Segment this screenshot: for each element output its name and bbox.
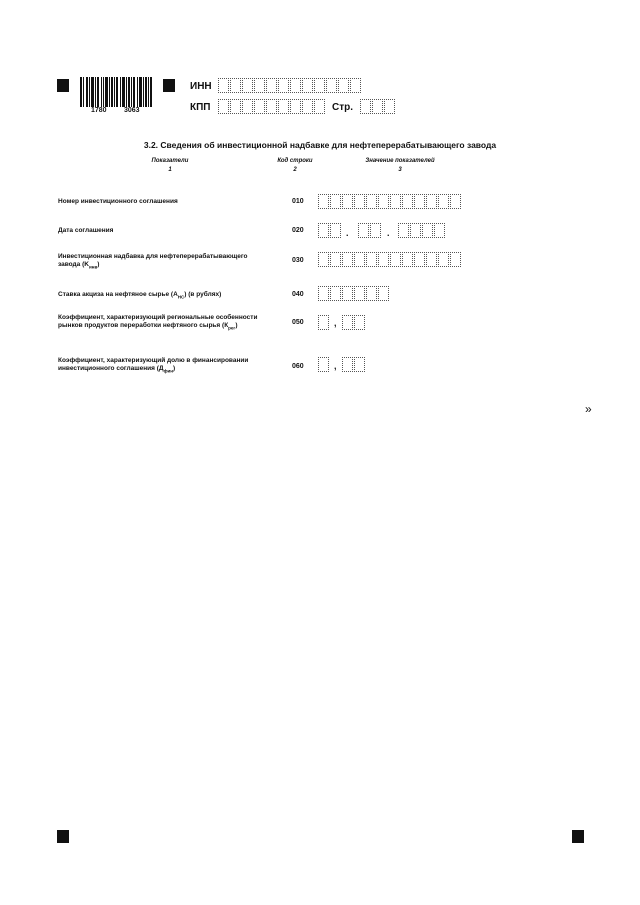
page-number-field[interactable]: [360, 99, 396, 114]
col-header-line-code: Код строки 2: [277, 158, 313, 173]
regional-coefficient-integer-field[interactable]: [318, 315, 330, 330]
registration-marker-bottom-left: [57, 830, 69, 843]
row-code-050: 050: [292, 319, 304, 326]
row-label-010: Номер инвестиционного соглашения: [58, 198, 178, 205]
row-code-020: 020: [292, 227, 304, 234]
regional-coefficient-fraction-field[interactable]: [342, 315, 366, 330]
decimal-separator-050: ,: [334, 318, 337, 328]
date-separator-2: .: [387, 228, 390, 238]
investment-markup-field[interactable]: [318, 252, 462, 267]
row-code-040: 040: [292, 291, 304, 298]
row-label-030: Инвестиционная надбавка для нефтеперерабатывающего завода $(K_{инв})$: [58, 253, 248, 270]
section-title: 3.2. Сведения об инвестиционной надбавке для нефтеперерабатывающего завода: [143, 140, 497, 150]
financing-share-integer-field[interactable]: [318, 357, 330, 372]
col-header-indicators: Показатели 1: [151, 158, 189, 173]
kpp-label: КПП: [190, 102, 211, 113]
kpp-field[interactable]: [218, 99, 326, 114]
agreement-date-month-field[interactable]: [358, 223, 382, 238]
agreement-number-field[interactable]: [318, 194, 462, 209]
inn-field[interactable]: [218, 78, 362, 93]
financing-share-fraction-field[interactable]: [342, 357, 366, 372]
row-label-020: Дата соглашения: [58, 227, 114, 234]
agreement-date-day-field[interactable]: [318, 223, 342, 238]
row-label-040: Ставка акциза на нефтяное сырье $(А_{НС})$ (в рублях): [58, 291, 222, 300]
row-label-050: Коэффициент, характеризующий региональные особенности рынков продуктов переработки нефтяного сырья $(К_{рег})$: [58, 314, 258, 331]
inn-label: ИНН: [190, 81, 212, 92]
date-separator-1: .: [346, 228, 349, 238]
row-code-030: 030: [292, 257, 304, 264]
row-code-010: 010: [292, 198, 304, 205]
barcode-number-1: 1780: [91, 107, 107, 114]
registration-marker-top-right-of-barcode: [163, 79, 175, 92]
row-label-060: Коэффициент, характеризующий долю в финансировании инвестиционного соглашения $(Д_{фин})$: [58, 357, 249, 374]
col-header-values: Значение показателей 3: [365, 158, 435, 173]
row-code-060: 060: [292, 363, 304, 370]
barcode: [80, 77, 153, 107]
registration-marker-bottom-right: [572, 830, 584, 843]
page-label: Стр.: [332, 102, 354, 113]
excise-rate-field[interactable]: [318, 286, 390, 301]
agreement-date-year-field[interactable]: [398, 223, 446, 238]
registration-marker-top-left: [57, 79, 69, 92]
barcode-number-2: 3063: [124, 107, 140, 114]
continuation-mark: »: [585, 402, 592, 416]
decimal-separator-060: ,: [334, 361, 337, 371]
